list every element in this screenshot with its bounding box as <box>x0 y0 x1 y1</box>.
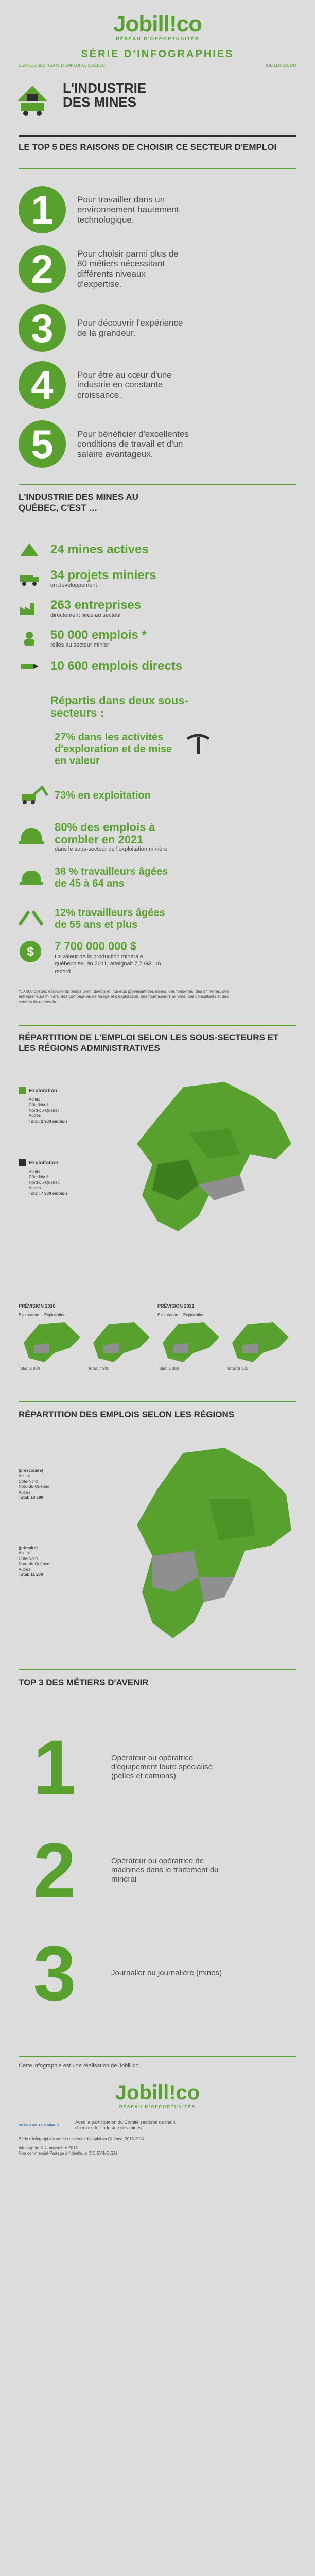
stat-value: 50 000 emplois * <box>50 628 147 642</box>
made-by: Cette infographie est une réalisation de Jobillico <box>19 2063 139 2069</box>
partner-row <box>19 2120 296 2131</box>
list-item <box>19 181 296 238</box>
brand-tagline: RÉSEAU D'OPPORTUNITÉS <box>116 36 199 41</box>
quebec-map <box>121 1082 296 1239</box>
stat-value: 34 projets miniers <box>50 568 156 583</box>
top3-list <box>19 1716 296 2025</box>
legend-group-b <box>19 1546 116 1578</box>
legend-label: Exploration <box>157 1313 179 1317</box>
stat-value: 7 700 000 000 $ <box>55 940 137 953</box>
divider <box>19 1025 296 1026</box>
legend-exploration <box>19 1087 116 1124</box>
legend-row: Abitibi <box>19 1473 30 1479</box>
list-item <box>19 594 296 623</box>
legend-row: Autres <box>19 1567 31 1572</box>
rank-number: 2 <box>33 1827 76 1913</box>
top5-list <box>19 181 296 475</box>
map-total: Total: 2 800 <box>19 1366 40 1371</box>
legend-exploitation <box>19 1159 116 1196</box>
list-item <box>19 816 296 857</box>
list-item <box>19 940 296 989</box>
header <box>19 11 296 73</box>
legend-group-a <box>19 1468 116 1500</box>
footnote: *50 000 postes: équivalents temps plein: directs et indirects provenant des mines, des fonderies, des affineries, des entrepreneurs miniers, des compagnies de forage et d'exploration, des fournisseurs miniers, des consultants et des centres de recherche <box>19 989 229 1004</box>
forecast-row <box>19 1313 65 1318</box>
series-subtitle: SUR LES SECTEURS D'EMPLOI AU QUÉBEC <box>19 63 106 68</box>
svg-text:$: $ <box>27 945 34 959</box>
forecast-row <box>157 1313 204 1318</box>
stat-value: 263 entreprises <box>50 598 142 613</box>
stat-value: 27% dans les activités d'exploration et de mise en valeur <box>55 732 172 767</box>
credits-block <box>19 2081 296 2184</box>
stat-caption: La valeur de la production minérale québécoise, en 2011, atteignait 7,7 G$, un record <box>55 954 161 975</box>
rank-number: 3 <box>33 1930 76 2016</box>
quebec-map <box>121 1448 296 1646</box>
reason-text: Pour être au cœur d'une industrie en constante croissance. <box>77 369 172 400</box>
pickaxe-icon <box>185 732 211 758</box>
regions2-title: RÉPARTITION DES EMPLOIS SELON LES RÉGIONS <box>19 1410 235 1419</box>
map-total: Total: 3 000 <box>157 1366 179 1371</box>
legend-total: Total: 11 200 <box>19 1572 43 1577</box>
factory-icon <box>19 599 40 618</box>
title-line-2: DES MINES <box>63 94 137 110</box>
mine-cart-icon <box>15 83 49 117</box>
list-item <box>19 300 296 357</box>
divider <box>19 168 296 169</box>
facts-list <box>19 536 296 679</box>
list-item <box>19 732 296 781</box>
drill-icon <box>19 657 40 675</box>
stat-value: 38 % travailleurs âgées de 45 à 64 ans <box>55 866 168 889</box>
brand-logo[interactable] <box>19 2081 296 2105</box>
number-badge: 3 <box>19 304 66 352</box>
number-badge: 5 <box>19 420 66 468</box>
stat-value: 73% en exploitation <box>55 789 151 801</box>
excavator-icon <box>19 1159 26 1166</box>
legend-row: Abitibi <box>29 1170 40 1174</box>
partner-note: Avec la participation du Comité sectoriel de main d'œuvre de l'industrie des mines <box>75 2120 176 2131</box>
stat-value: 12% travailleurs âgées de 55 ans et plus <box>55 907 165 930</box>
divider <box>19 1669 296 1670</box>
reason-text: Pour découvrir l'expérience de la grandeur. <box>77 318 183 338</box>
hard-hat-icon <box>19 825 49 849</box>
reason-text: Pour travailler dans un environnement hautement technologique. <box>77 194 179 225</box>
divider <box>19 2056 296 2057</box>
job-title: Journalier ou journalière (mines) <box>111 1969 222 1978</box>
stat-value: 24 mines actives <box>50 543 149 557</box>
map-total: Total: 7 900 <box>88 1366 110 1371</box>
legend-total: Total: 2 900 emplois <box>29 1118 68 1124</box>
legend-row: Autres <box>29 1113 41 1118</box>
reason-text: Pour choisir parmi plus de 80 métiers nécessitant différents niveaux d'expertise. <box>77 248 179 289</box>
legend-row: Nord-du-Québec <box>19 1562 49 1567</box>
brand-logo[interactable] <box>19 11 296 37</box>
page-title <box>63 81 146 110</box>
more-facts <box>19 816 296 989</box>
stat-caption: dans le sous-secteur de l'exploitation minière <box>55 846 168 853</box>
stat-caption: directement liées au secteur <box>50 612 121 618</box>
source-note: Série d'infographies sur les secteurs d'emploi au Québec, 2013-2014 <box>19 2136 145 2141</box>
list-item <box>19 357 296 413</box>
legend-label: Exploration <box>29 1088 58 1094</box>
forecast-2016: PRÉVISION 2016 <box>19 1303 56 1309</box>
number-badge: 4 <box>19 361 66 409</box>
legend-row: Nord-du-Québec <box>29 1108 60 1113</box>
mine-icon <box>19 540 40 559</box>
mini-map <box>227 1322 294 1366</box>
list-item <box>19 857 296 899</box>
regions-block <box>19 1082 296 1298</box>
truck-icon <box>19 569 40 588</box>
legend-row: Nord-du-Québec <box>19 1484 49 1489</box>
excavator-icon <box>19 784 55 807</box>
reason-text: Pour bénéficier d'excellentes conditions de travail et d'un salaire avantageux. <box>77 429 189 459</box>
hero <box>11 77 304 125</box>
mini-map <box>19 1322 85 1366</box>
version-note: Infographie N.4, novembre 2013 <box>19 2145 78 2150</box>
list-item <box>19 653 296 679</box>
legend-label: Exploitation <box>183 1313 205 1317</box>
legend-label: Exploration <box>19 1313 40 1317</box>
list-item <box>19 536 296 564</box>
job-title: Opérateur ou opératrice de machines dans le traitement du minerai <box>111 1857 219 1884</box>
legend-label: Exploitation <box>29 1160 59 1166</box>
list-item <box>19 564 296 594</box>
worker-icon <box>19 629 40 648</box>
list-item <box>19 238 296 300</box>
stat-value: 80% des emplois à combler en 2021 <box>55 820 155 846</box>
mini-map <box>157 1322 224 1366</box>
number-badge: 2 <box>19 245 66 293</box>
series-subline <box>19 63 296 68</box>
mini-map <box>88 1322 155 1366</box>
list-item <box>19 1819 296 1922</box>
helmet-icon <box>19 867 49 890</box>
divider <box>19 484 296 485</box>
tools-icon <box>19 908 49 931</box>
list-item <box>19 899 296 940</box>
split-list <box>19 732 296 810</box>
license-note: Non commercial-Partage à l'identique (CC BY-NC-SA) <box>19 2150 117 2156</box>
top5-title: LE TOP 5 DES RAISONS DE CHOISIR CE SECTEUR D'EMPLOI <box>19 142 277 152</box>
series-title: SÉRIE D'INFOGRAPHIES <box>81 48 234 60</box>
partner-logo: INDUSTRIE DES MINES <box>19 2123 59 2127</box>
legend-row: Côte-Nord <box>19 1556 38 1561</box>
legend-row: Autres <box>19 1489 31 1495</box>
regions-title: RÉPARTITION DE L'EMPLOI SELON LES SOUS-SECTEURS ET LES RÉGIONS ADMINISTRATIVES <box>19 1032 279 1053</box>
map-total: Total: 8 300 <box>227 1366 249 1371</box>
facts-title: L'INDUSTRIE DES MINES AU QUÉBEC, C'EST … <box>19 492 138 513</box>
legend-row: Côte-Nord <box>29 1175 48 1180</box>
divider <box>19 1401 296 1402</box>
split-title: Répartis dans deux sous-secteurs : <box>50 694 188 720</box>
list-item <box>19 623 296 653</box>
legend-label: (primaire) <box>19 1546 38 1550</box>
stat-value: 10 600 emplois directs <box>50 659 183 673</box>
stat-caption: reliés au secteur minier <box>50 641 109 648</box>
list-item <box>19 781 296 810</box>
brand-tagline: RÉSEAU D'OPPORTUNITÉS <box>119 2105 196 2109</box>
number-badge: 1 <box>19 186 66 233</box>
legend-row: Côte-Nord <box>19 1479 38 1484</box>
dollar-icon <box>19 940 49 966</box>
pickaxe-icon <box>19 1087 26 1094</box>
site-link[interactable]: JOBILLICO.COM <box>265 63 296 68</box>
legend-label: Exploitation <box>44 1313 66 1317</box>
job-title: Opérateur ou opératrice d'équipement lourd spécialisé (pelles et camions) <box>111 1754 213 1781</box>
list-item <box>19 1716 296 1819</box>
top3-title: TOP 3 DES MÉTIERS D'AVENIR <box>19 1677 149 1687</box>
brand-name: Jobill!co <box>113 11 202 37</box>
list-item <box>19 413 296 475</box>
legend-row: Abitibi <box>29 1097 40 1102</box>
forecast-block <box>19 1303 296 1381</box>
legend-label: (préscolaire) <box>19 1468 44 1473</box>
legend-row: Abitibi <box>19 1551 30 1556</box>
rank-number: 1 <box>33 1724 76 1810</box>
brand-name: Jobill!co <box>115 2081 200 2104</box>
list-item <box>19 1922 296 2025</box>
legend-row: Côte-Nord <box>29 1103 48 1108</box>
legend-row: Nord-du-Québec <box>29 1180 60 1185</box>
legend-total: Total: 7 800 emplois <box>29 1191 68 1196</box>
legend-total: Total: 10 600 <box>19 1495 43 1500</box>
divider <box>19 135 296 137</box>
legend-row: Autres <box>29 1185 41 1191</box>
forecast-2021: PRÉVISION 2021 <box>157 1303 195 1309</box>
title-line-1: L'INDUSTRIE <box>63 80 147 96</box>
stat-caption: en développement <box>50 582 97 588</box>
regions2-block <box>19 1448 296 1654</box>
